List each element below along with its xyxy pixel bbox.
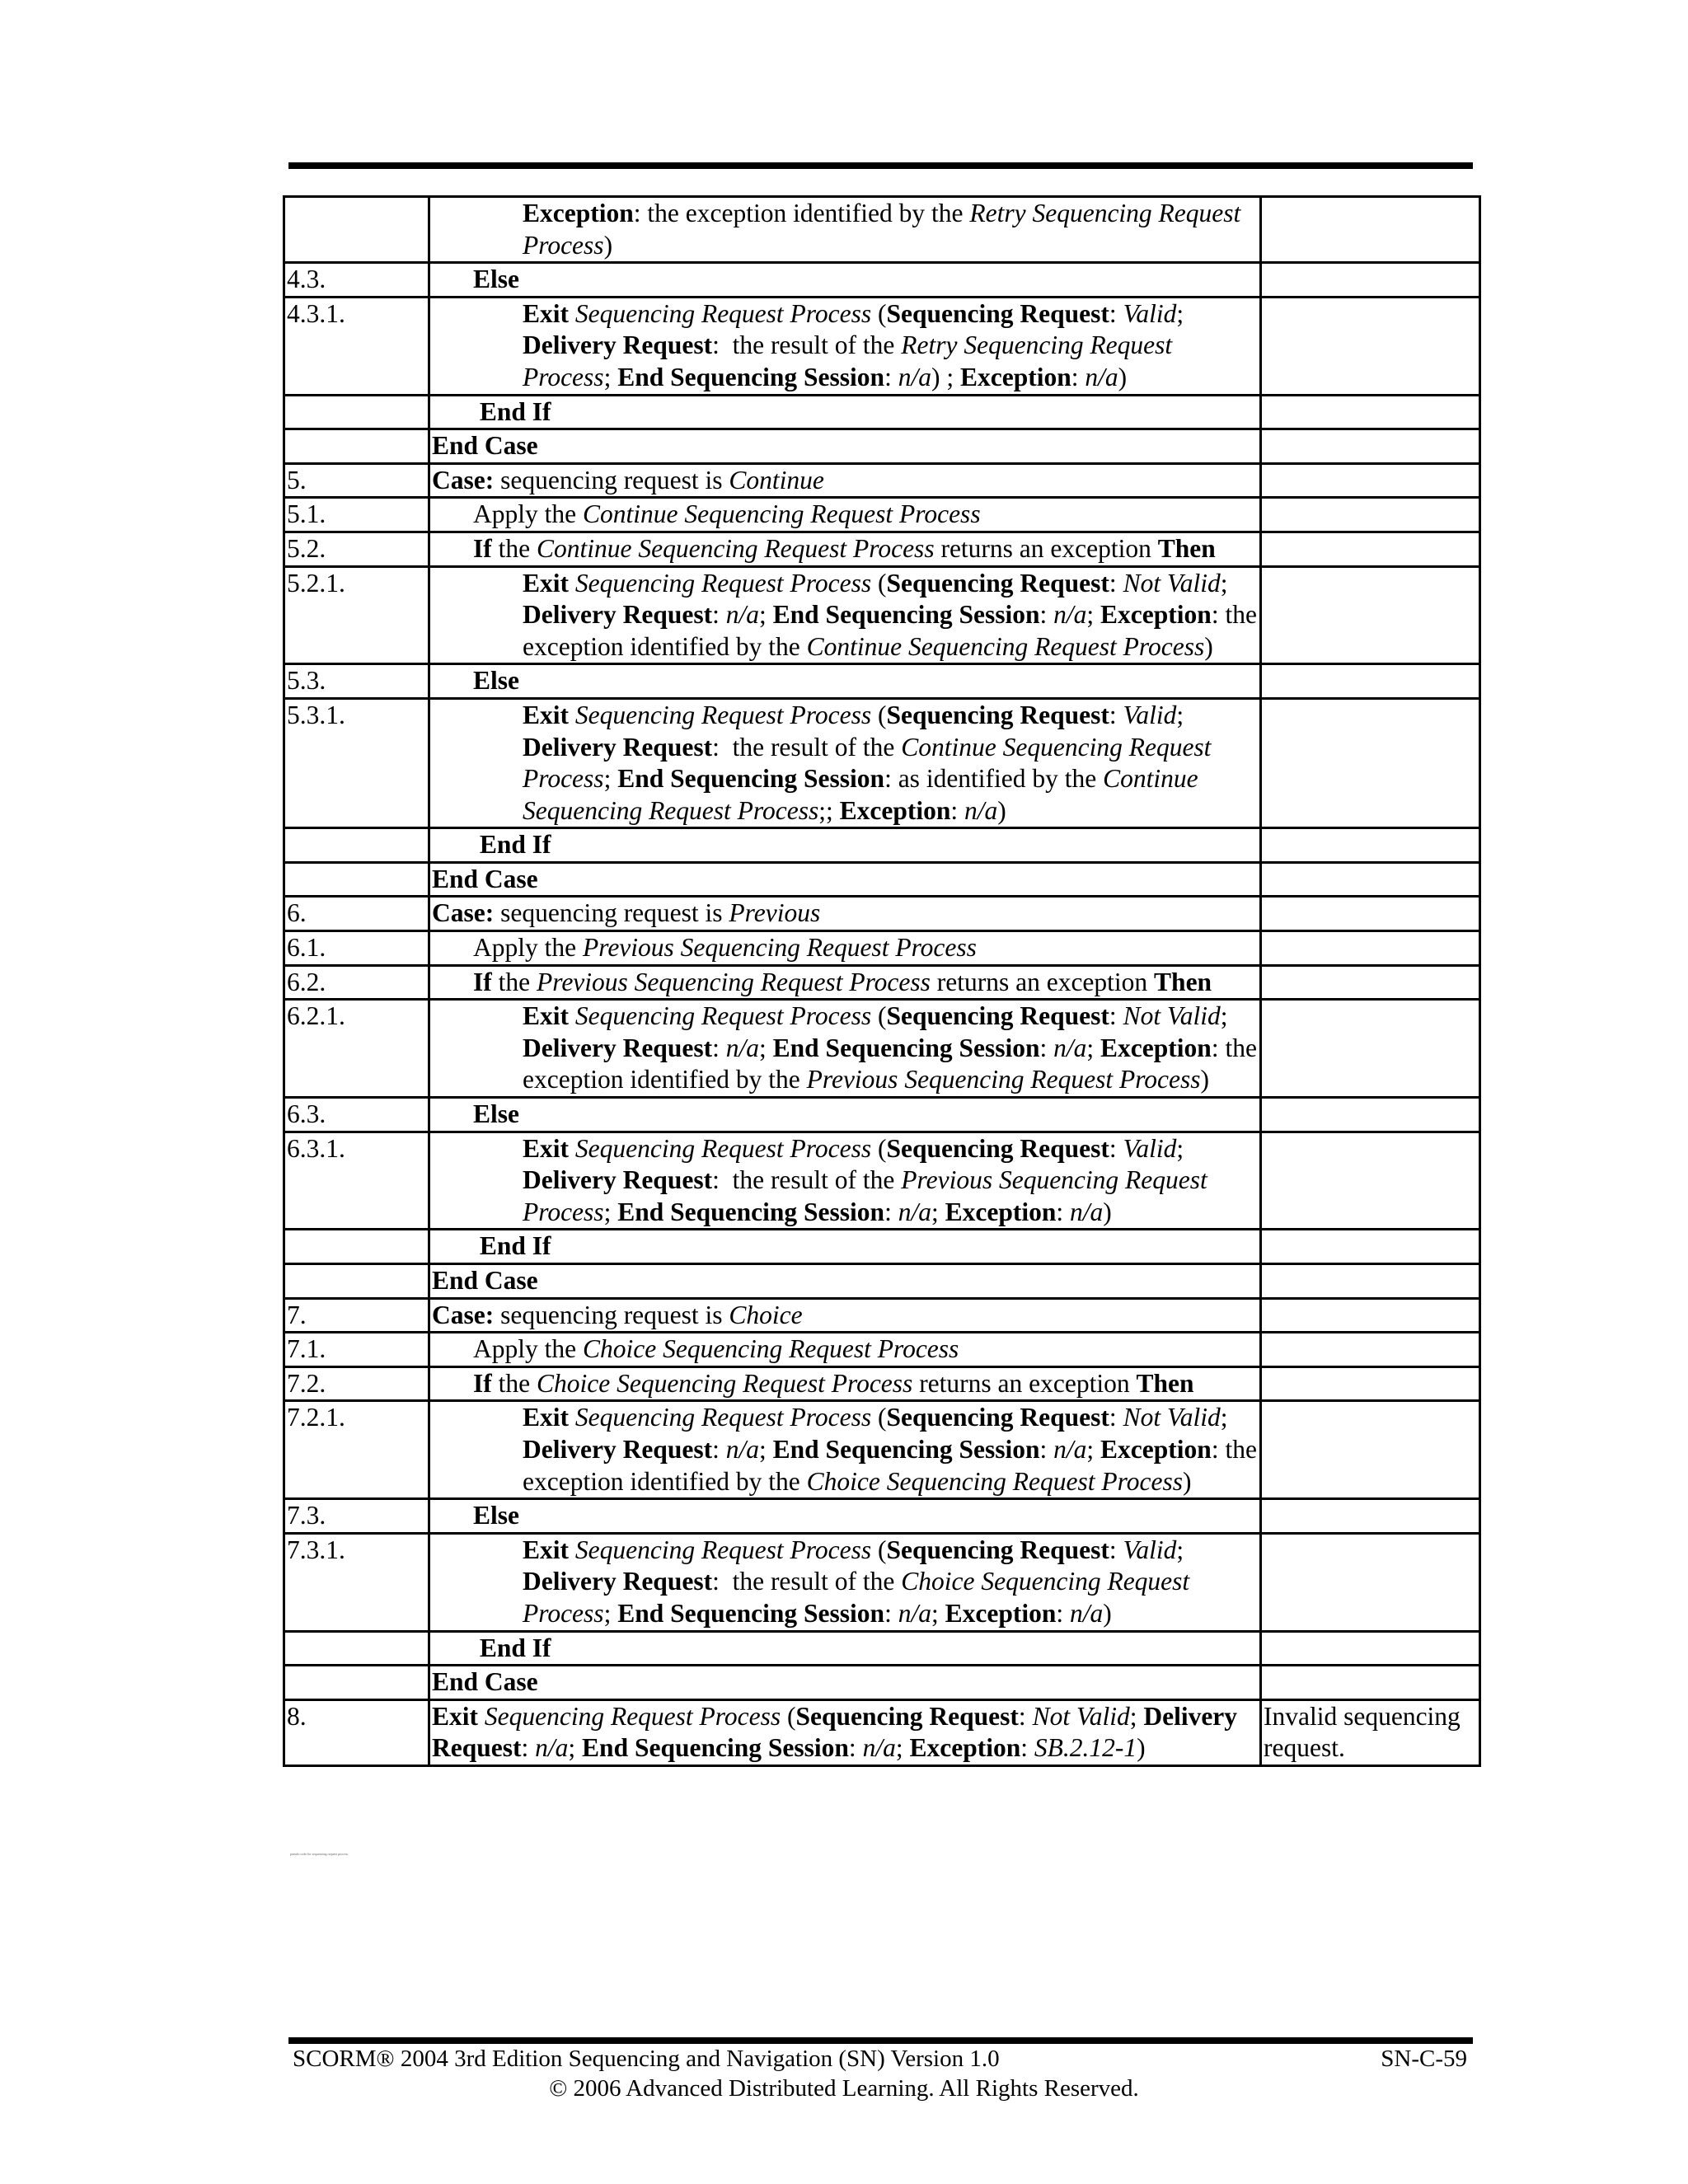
step-text (429, 931, 1261, 966)
step-note: Invalid sequencing request. (1261, 1699, 1480, 1765)
step-text-content: Else (473, 666, 520, 696)
step-note (1261, 897, 1480, 931)
step-text-content: Else (473, 265, 520, 294)
step-note (1261, 965, 1480, 1000)
step-note (1261, 566, 1480, 664)
step-text (429, 897, 1261, 931)
step-text (429, 1230, 1261, 1264)
step-number (284, 429, 429, 464)
step-note (1261, 1264, 1480, 1299)
step-text-content: Exit Sequencing Request Process (Sequencing Request: Valid; Delivery Request: the result of the Previous Sequencing Request Process; End Sequencing Session: n/a; Exception: n/a) (523, 1133, 1207, 1226)
table-row (284, 1333, 1480, 1367)
table-row (284, 1000, 1480, 1098)
step-note (1261, 1098, 1480, 1132)
step-note (1261, 828, 1480, 863)
table-row (284, 664, 1480, 699)
table-row (284, 1533, 1480, 1631)
step-text (429, 862, 1261, 897)
step-text-content: End Case (432, 1667, 538, 1697)
step-text (429, 1264, 1261, 1299)
step-text-content: Exit Sequencing Request Process (Sequencing Request: Not Valid; Delivery Request: n/a; End Sequencing Session: n/a; Exception: the exception identified by the Choice Sequencing Request Process) (523, 1403, 1257, 1496)
step-text (429, 1298, 1261, 1333)
table-row (284, 1298, 1480, 1333)
step-number: 8. (284, 1699, 429, 1765)
step-text (429, 429, 1261, 464)
step-text (429, 263, 1261, 298)
table-row (284, 828, 1480, 863)
step-text-content: Case: sequencing request is Choice (432, 1300, 803, 1329)
step-number (284, 862, 429, 897)
step-text-content: End If (479, 1633, 551, 1662)
step-text-content: Case: sequencing request is Previous (432, 898, 821, 928)
table-caption: pseudo code for sequencing request process (290, 1852, 349, 1856)
step-number (284, 1666, 429, 1700)
step-note (1261, 1000, 1480, 1098)
step-number: 5.2. (284, 532, 429, 566)
step-text-content: Apply the Previous Sequencing Request Process (473, 933, 977, 963)
step-number: 6. (284, 897, 429, 931)
step-number (284, 395, 429, 429)
step-text-content: Exit Sequencing Request Process (Sequencing Request: Not Valid; Delivery Request: n/a; End Sequencing Session: n/a; Exception: SB.2.12-1) (432, 1701, 1238, 1763)
step-note (1261, 1333, 1480, 1367)
step-note (1261, 698, 1480, 827)
step-note (1261, 1533, 1480, 1631)
step-note (1261, 1366, 1480, 1401)
step-text-content: Else (473, 1501, 520, 1530)
step-number (284, 1631, 429, 1666)
step-text (429, 965, 1261, 1000)
pseudo-code-table (283, 195, 1481, 1767)
step-note (1261, 862, 1480, 897)
step-text (429, 532, 1261, 566)
step-number: 5.1. (284, 498, 429, 532)
step-note (1261, 1132, 1480, 1230)
footer-rule (288, 2037, 1473, 2044)
table-row (284, 1230, 1480, 1264)
page-number: SN-C-59 (1381, 2046, 1467, 2072)
step-text-content: If the Previous Sequencing Request Process returns an exception Then (473, 967, 1212, 996)
table-row (284, 931, 1480, 966)
step-text-content: Exit Sequencing Request Process (Sequencing Request: Not Valid; Delivery Request: n/a; End Sequencing Session: n/a; Exception: the exception identified by the Continue Sequencing Request Process) (523, 568, 1257, 661)
step-text (429, 828, 1261, 863)
step-note (1261, 1666, 1480, 1700)
step-number: 5.3.1. (284, 698, 429, 827)
step-note (1261, 297, 1480, 395)
step-note (1261, 1298, 1480, 1333)
step-number: 4.3. (284, 263, 429, 298)
step-text-content: End If (479, 1231, 551, 1261)
table-row (284, 1631, 1480, 1666)
step-text-content: Exit Sequencing Request Process (Sequencing Request: Not Valid; Delivery Request: n/a; End Sequencing Session: n/a; Exception: the exception identified by the Previous Sequencing Request Process) (523, 1001, 1257, 1094)
step-text (429, 1533, 1261, 1631)
step-text-content: End If (479, 396, 551, 426)
table-row (284, 1264, 1480, 1299)
step-note (1261, 664, 1480, 699)
step-text (429, 1631, 1261, 1666)
step-text-content: Apply the Continue Sequencing Request Process (473, 499, 981, 529)
table-row (284, 1132, 1480, 1230)
step-text-content: Case: sequencing request is Continue (432, 465, 824, 494)
footer-copyright: © 2006 Advanced Distributed Learning. All Rights Reserved. (549, 2075, 1139, 2102)
step-text (429, 395, 1261, 429)
step-number: 7.3.1. (284, 1533, 429, 1631)
step-note (1261, 1631, 1480, 1666)
step-note (1261, 395, 1480, 429)
step-text (429, 1333, 1261, 1367)
step-note (1261, 1230, 1480, 1264)
table-row (284, 395, 1480, 429)
step-text (429, 1401, 1261, 1499)
table-row (284, 1366, 1480, 1401)
step-text (429, 566, 1261, 664)
step-number: 7. (284, 1298, 429, 1333)
table-row (284, 862, 1480, 897)
step-number: 6.3.1. (284, 1132, 429, 1230)
step-number: 7.2.1. (284, 1401, 429, 1499)
step-note (1261, 1499, 1480, 1534)
step-text-content: Exception: the exception identified by the Retry Sequencing Request Process) (523, 199, 1241, 260)
step-text (429, 1366, 1261, 1401)
step-note (1261, 498, 1480, 532)
table-row (284, 197, 1480, 263)
step-text-content: End Case (432, 431, 538, 461)
step-number (284, 197, 429, 263)
step-text-content: Apply the Choice Sequencing Request Process (473, 1334, 959, 1364)
table-row (284, 566, 1480, 664)
header-rule (288, 162, 1473, 169)
step-number: 5.2.1. (284, 566, 429, 664)
step-text-content: Exit Sequencing Request Process (Sequencing Request: Valid; Delivery Request: the result of the Retry Sequencing Request Process; End Sequencing Session: n/a) ; Exception: n/a) (523, 298, 1184, 391)
step-note (1261, 263, 1480, 298)
step-number (284, 1230, 429, 1264)
table-row (284, 1499, 1480, 1534)
step-number: 6.2. (284, 965, 429, 1000)
step-text (429, 297, 1261, 395)
table-row (284, 263, 1480, 298)
step-number: 4.3.1. (284, 297, 429, 395)
table-row (284, 965, 1480, 1000)
step-number: 7.1. (284, 1333, 429, 1367)
step-number: 7.2. (284, 1366, 429, 1401)
step-text (429, 1132, 1261, 1230)
table-row (284, 897, 1480, 931)
step-text (429, 1666, 1261, 1700)
step-text-content: If the Choice Sequencing Request Process returns an exception Then (473, 1368, 1194, 1398)
table-row (284, 698, 1480, 827)
table-row (284, 532, 1480, 566)
step-number: 6.1. (284, 931, 429, 966)
step-text (429, 698, 1261, 827)
step-number: 7.3. (284, 1499, 429, 1534)
step-text (429, 197, 1261, 263)
step-text-content: End If (479, 830, 551, 860)
step-text-content: Else (473, 1099, 520, 1129)
table-row (284, 297, 1480, 395)
step-text (429, 498, 1261, 532)
step-text (429, 1699, 1261, 1765)
step-number: 6.2.1. (284, 1000, 429, 1098)
step-note (1261, 931, 1480, 966)
table-row (284, 498, 1480, 532)
step-text (429, 1098, 1261, 1132)
step-text (429, 463, 1261, 498)
step-text-content: Exit Sequencing Request Process (Sequencing Request: Valid; Delivery Request: the result of the Continue Sequencing Request Process; End Sequencing Session: as identified by the Continue Sequencing Request Process;; Exception: n/a) (523, 700, 1212, 825)
step-text-content: End Case (432, 864, 538, 893)
step-note (1261, 1401, 1480, 1499)
table-row (284, 1666, 1480, 1700)
step-note (1261, 463, 1480, 498)
step-text (429, 1499, 1261, 1534)
footer-title: SCORM® 2004 3rd Edition Sequencing and Navigation (SN) Version 1.0 (293, 2046, 1000, 2072)
step-number: 5. (284, 463, 429, 498)
step-text-content: If the Continue Sequencing Request Process returns an exception Then (473, 533, 1216, 563)
step-number (284, 828, 429, 863)
step-number (284, 1264, 429, 1299)
step-note (1261, 532, 1480, 566)
step-number: 6.3. (284, 1098, 429, 1132)
step-note (1261, 429, 1480, 464)
step-text (429, 664, 1261, 699)
table-row (284, 463, 1480, 498)
table-row (284, 1401, 1480, 1499)
step-text (429, 1000, 1261, 1098)
step-number: 5.3. (284, 664, 429, 699)
step-text-content: End Case (432, 1266, 538, 1295)
table-row (284, 1098, 1480, 1132)
table-row (284, 1699, 1480, 1765)
step-note (1261, 197, 1480, 263)
table-row (284, 429, 1480, 464)
step-text-content: Exit Sequencing Request Process (Sequencing Request: Valid; Delivery Request: the result of the Choice Sequencing Request Process; End Sequencing Session: n/a; Exception: n/a) (523, 1535, 1190, 1628)
